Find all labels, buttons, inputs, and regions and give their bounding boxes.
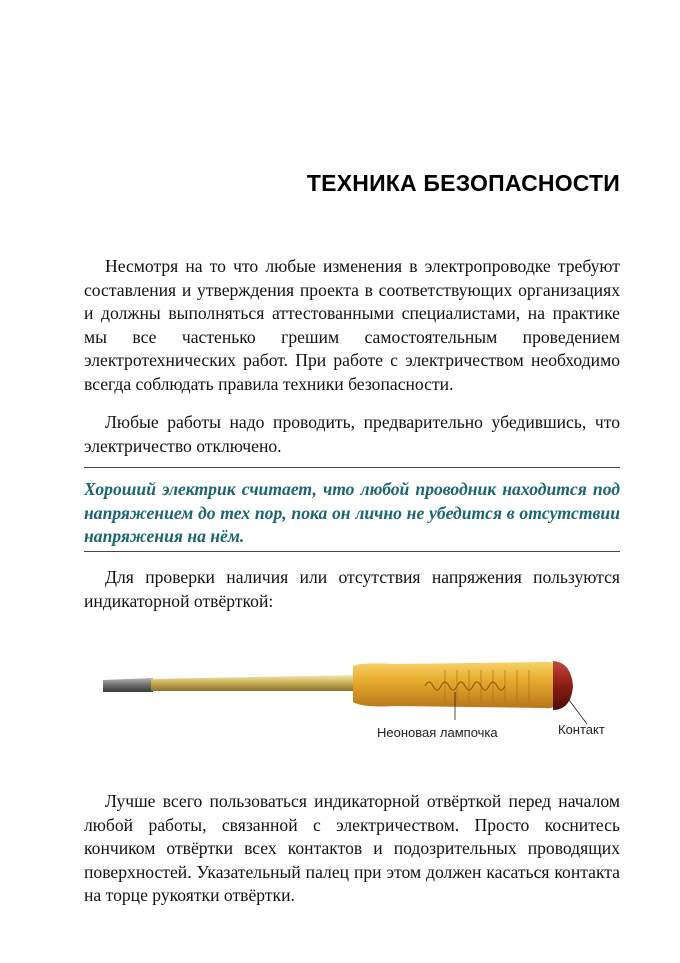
paragraph-intro: Несмотря на то что любые изменения в электропроводке требуют составления и утверждения проекта в соответствующих организациях и должны выполняться аттестованными специалистами, на практике мы все частенько грешим самостоятельным проведением электротехнических работ. При работе с электричеством необходимо всегда соблюдать правила техники безопасности. xyxy=(84,256,620,394)
screwdriver-shaft xyxy=(151,675,357,691)
paragraph-usage: Лучше всего пользоваться индикаторной отвёрткой перед началом любой работы, связанной с электричеством. Просто коснитесь кончиком отвёртки всех контактов и подозрительных проводящих поверхностей. Указательный палец при этом должен касаться контакта на торце рукоятки отвёртки. xyxy=(84,791,620,905)
label-contact: Контакт xyxy=(558,722,605,737)
blade-tip xyxy=(103,678,153,692)
screwdriver-figure xyxy=(95,640,635,750)
callout-bottom-rule xyxy=(84,551,620,552)
page-title: ТЕХНИКА БЕЗОПАСНОСТИ xyxy=(306,170,620,196)
paragraph-indicator: Для проверки наличия или отсутствия напряжения пользуются индикаторной отвёрткой: xyxy=(84,567,620,611)
paragraph-power-off: Любые работы надо проводить, предварительно убедившись, что электричество отключено. xyxy=(84,412,620,456)
contact-cap xyxy=(553,661,573,710)
callout-top-rule xyxy=(84,467,620,468)
indicator-screwdriver-image xyxy=(95,640,635,750)
contact-pointer xyxy=(569,700,587,724)
label-neon-lamp: Неоновая лампочка xyxy=(377,725,498,740)
callout-quote: Хороший электрик считает, что любой проводник находится под напряжением до тех пор, пока он лично не убедится в отсутствии напряжения на нём. xyxy=(84,479,620,546)
